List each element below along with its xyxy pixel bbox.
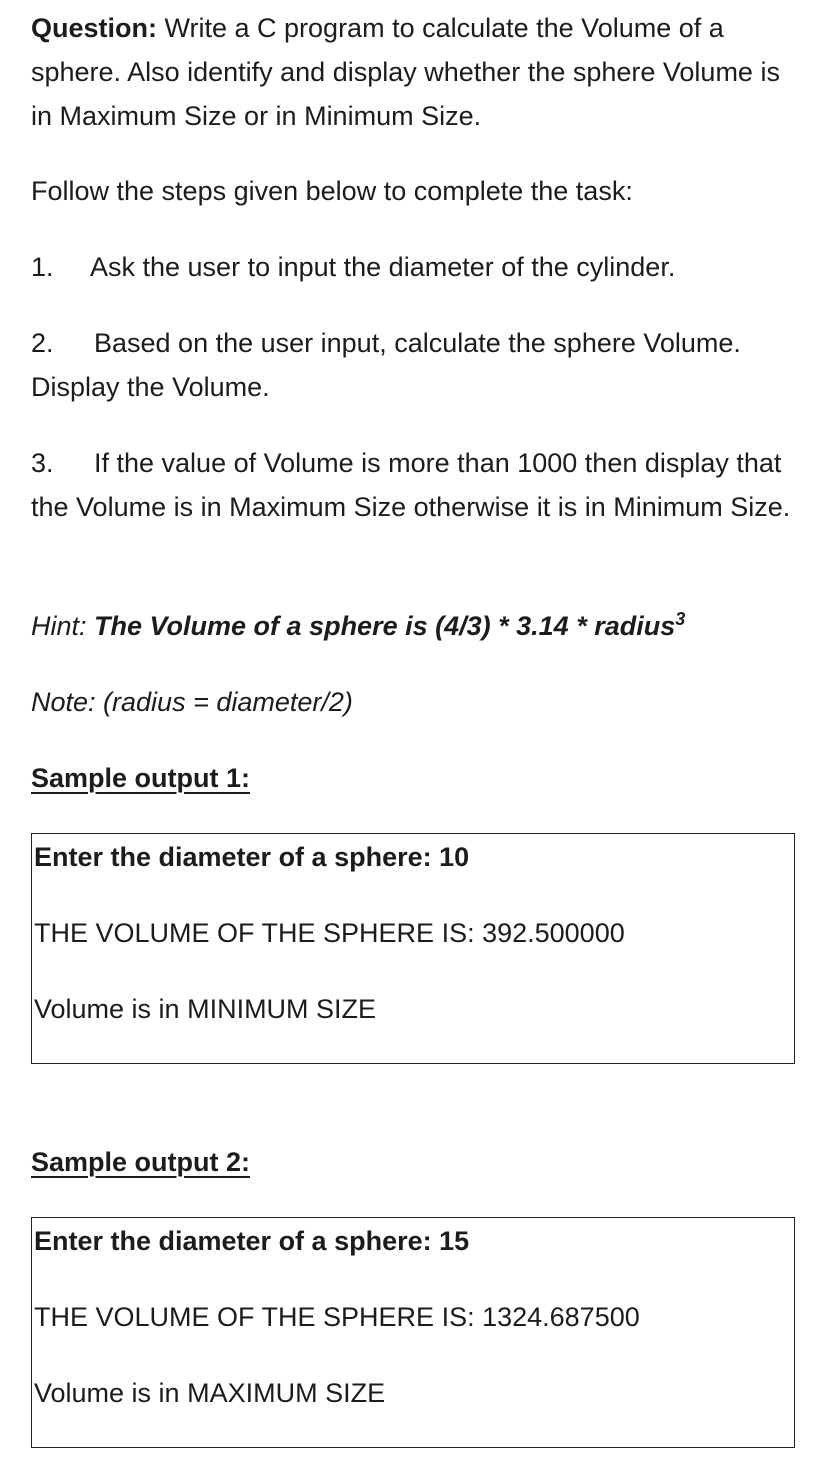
question-label: Question:: [31, 13, 157, 43]
question-text: Write a C program to calculate the Volume of a sphere. Also identify and display whether the sphere Volume is in Maximum Size or in Minimum Size.: [31, 13, 780, 131]
hint-formula: The Volume of a sphere is (4/3) * 3.14 * radius: [94, 611, 676, 641]
hint: [31, 604, 791, 648]
step-3: [31, 441, 791, 529]
sample-volume-line: THE VOLUME OF THE SPHERE IS: 1324.687500: [34, 1302, 640, 1332]
step-2: [31, 321, 791, 409]
step-number: 3.: [31, 448, 54, 478]
sample-output-box-1: [31, 833, 795, 1064]
sample-heading-1: Sample output 1:: [31, 763, 251, 793]
sample-prompt-line: Enter the diameter of a sphere: 10: [34, 842, 470, 872]
step-text: If the value of Volume is more than 1000 then display that the Volume is in Maximum Size otherwise it is in Minimum Size.: [31, 448, 791, 522]
sample-output-box-2: [31, 1217, 795, 1448]
step-1: [31, 245, 791, 289]
step-number: 1.: [31, 252, 54, 282]
question-paragraph: [31, 6, 791, 138]
step-text: Ask the user to input the diameter of the cylinder.: [90, 252, 676, 282]
sample-size-line: Volume is in MAXIMUM SIZE: [34, 1378, 386, 1408]
sample-size-line: Volume is in MINIMUM SIZE: [34, 994, 377, 1024]
step-text: Based on the user input, calculate the sphere Volume. Display the Volume.: [31, 328, 741, 402]
note: Note: (radius = diameter/2): [31, 687, 353, 717]
sample-prompt-line: Enter the diameter of a sphere: 15: [34, 1226, 470, 1256]
hint-superscript: 3: [675, 609, 686, 629]
instructions-intro: Follow the steps given below to complete the task:: [31, 176, 633, 206]
hint-label: Hint:: [31, 611, 95, 641]
sample-heading-2: Sample output 2:: [31, 1147, 251, 1177]
step-number: 2.: [31, 328, 54, 358]
sample-volume-line: THE VOLUME OF THE SPHERE IS: 392.500000: [34, 918, 625, 948]
